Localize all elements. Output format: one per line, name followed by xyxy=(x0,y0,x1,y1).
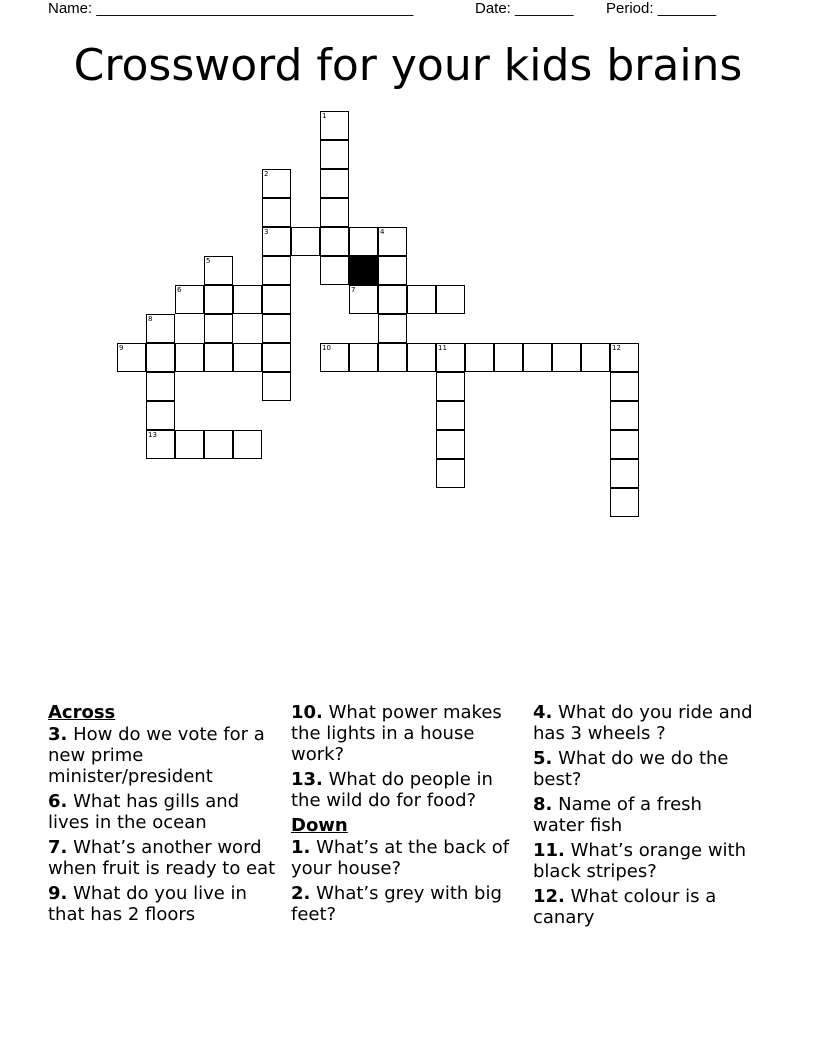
page-title: Crossword for your kids brains xyxy=(73,40,743,91)
clue-text: What’s another word when fruit is ready to eat xyxy=(48,837,276,879)
clue-text: What do you ride and has 3 wheels ? xyxy=(533,702,753,744)
clue-down-11 xyxy=(533,840,753,882)
clue-number: 5. xyxy=(533,748,553,769)
clue-number-label: 6 xyxy=(177,286,182,294)
clue-number: 10. xyxy=(291,702,323,723)
grid-cell[interactable] xyxy=(204,430,233,459)
clue-number-label: 7 xyxy=(351,286,356,294)
grid-cell[interactable] xyxy=(378,285,407,314)
grid-cell[interactable] xyxy=(204,314,233,343)
clue-text: What do we do the best? xyxy=(533,748,729,790)
grid-cell[interactable] xyxy=(233,430,262,459)
grid-cell[interactable] xyxy=(262,198,291,227)
grid-cell[interactable] xyxy=(610,488,639,517)
grid-cell[interactable] xyxy=(494,343,523,372)
clues-column-2 xyxy=(291,702,521,929)
clue-across-7 xyxy=(48,837,278,879)
clue-number-label: 11 xyxy=(438,344,447,352)
grid-cell[interactable] xyxy=(320,198,349,227)
grid-cell[interactable] xyxy=(320,343,349,372)
grid-cell[interactable] xyxy=(436,343,465,372)
grid-cell[interactable] xyxy=(320,169,349,198)
grid-cell[interactable] xyxy=(262,314,291,343)
clue-number-label: 5 xyxy=(206,257,211,265)
grid-cell[interactable] xyxy=(610,430,639,459)
grid-cell[interactable] xyxy=(233,343,262,372)
grid-cell[interactable] xyxy=(175,285,204,314)
grid-cell[interactable] xyxy=(378,227,407,256)
grid-cell[interactable] xyxy=(233,285,262,314)
clue-down-2 xyxy=(291,883,521,925)
clue-number-label: 3 xyxy=(264,228,269,236)
clue-down-12 xyxy=(533,886,753,928)
grid-cell[interactable] xyxy=(204,256,233,285)
clue-text: What power makes the lights in a house work? xyxy=(291,702,502,765)
clue-text: What’s at the back of your house? xyxy=(291,837,510,879)
grid-cell[interactable] xyxy=(465,343,494,372)
clue-number: 1. xyxy=(291,837,311,858)
clue-number-label: 12 xyxy=(612,344,621,352)
clue-text: What’s grey with big feet? xyxy=(291,883,502,925)
clue-number-label: 8 xyxy=(148,315,153,323)
grid-cell[interactable] xyxy=(552,343,581,372)
grid-cell[interactable] xyxy=(146,343,175,372)
grid-cell[interactable] xyxy=(204,285,233,314)
grid-cell[interactable] xyxy=(146,430,175,459)
grid-cell[interactable] xyxy=(378,343,407,372)
clue-across-6 xyxy=(48,791,278,833)
clue-text: What do people in the wild do for food? xyxy=(291,769,493,811)
grid-cell[interactable] xyxy=(407,285,436,314)
clue-text: What colour is a canary xyxy=(533,886,717,928)
clue-number: 7. xyxy=(48,837,68,858)
grid-cell[interactable] xyxy=(262,343,291,372)
clue-text: How do we vote for a new prime minister/president xyxy=(48,724,265,787)
grid-cell[interactable] xyxy=(610,401,639,430)
grid-cell[interactable] xyxy=(523,343,552,372)
grid-cell[interactable] xyxy=(117,343,146,372)
clue-number-label: 10 xyxy=(322,344,331,352)
clue-number: 9. xyxy=(48,883,68,904)
clue-across-9 xyxy=(48,883,278,925)
clue-number: 13. xyxy=(291,769,323,790)
grid-cell[interactable] xyxy=(262,169,291,198)
grid-cell[interactable] xyxy=(436,459,465,488)
grid-cell[interactable] xyxy=(378,314,407,343)
grid-cell[interactable] xyxy=(262,372,291,401)
grid-cell[interactable] xyxy=(146,314,175,343)
clue-down-8 xyxy=(533,794,753,836)
clue-number: 3. xyxy=(48,724,68,745)
clue-number: 8. xyxy=(533,794,553,815)
grid-cell[interactable] xyxy=(349,285,378,314)
grid-cell[interactable] xyxy=(320,227,349,256)
clue-number: 12. xyxy=(533,886,565,907)
grid-cell[interactable] xyxy=(146,372,175,401)
clue-number-label: 4 xyxy=(380,228,385,236)
grid-cell[interactable] xyxy=(262,285,291,314)
black-square xyxy=(349,256,378,285)
clue-across-3 xyxy=(48,724,278,787)
clue-across-10 xyxy=(291,702,521,765)
grid-cell[interactable] xyxy=(436,401,465,430)
grid-cell[interactable] xyxy=(436,372,465,401)
clue-down-5 xyxy=(533,748,753,790)
grid-cell[interactable] xyxy=(291,227,320,256)
grid-cell[interactable] xyxy=(320,140,349,169)
across-heading: Across xyxy=(48,702,116,723)
grid-cell[interactable] xyxy=(204,343,233,372)
clues-column-3 xyxy=(533,702,753,932)
clue-number-label: 2 xyxy=(264,170,269,178)
grid-cell[interactable] xyxy=(320,111,349,140)
clue-number-label: 13 xyxy=(148,431,157,439)
grid-cell[interactable] xyxy=(436,430,465,459)
grid-cell[interactable] xyxy=(581,343,610,372)
grid-cell[interactable] xyxy=(610,343,639,372)
grid-cell[interactable] xyxy=(378,256,407,285)
clue-down-4 xyxy=(533,702,753,744)
down-heading: Down xyxy=(291,815,348,836)
grid-cell[interactable] xyxy=(610,459,639,488)
grid-cell[interactable] xyxy=(175,343,204,372)
clue-number: 4. xyxy=(533,702,553,723)
clue-number-label: 1 xyxy=(322,112,327,120)
clue-text: What has gills and lives in the ocean xyxy=(48,791,240,833)
clue-number: 2. xyxy=(291,883,311,904)
clue-text: What’s orange with black stripes? xyxy=(533,840,747,882)
grid-cell[interactable] xyxy=(610,372,639,401)
grid-cell[interactable] xyxy=(349,227,378,256)
clue-number: 11. xyxy=(533,840,565,861)
grid-cell[interactable] xyxy=(146,401,175,430)
clue-text: What do you live in that has 2 floors xyxy=(48,883,247,925)
clue-text: Name of a fresh water fish xyxy=(533,794,702,836)
date-field[interactable]: Date: _______ xyxy=(475,0,574,17)
grid-cell[interactable] xyxy=(349,343,378,372)
period-field[interactable]: Period: _______ xyxy=(606,0,717,17)
clue-across-13 xyxy=(291,769,521,811)
grid-cell[interactable] xyxy=(262,227,291,256)
clue-number-label: 9 xyxy=(119,344,124,352)
grid-cell[interactable] xyxy=(407,343,436,372)
clue-down-1 xyxy=(291,837,521,879)
clue-number: 6. xyxy=(48,791,68,812)
grid-cell[interactable] xyxy=(320,256,349,285)
grid-cell[interactable] xyxy=(175,430,204,459)
name-field[interactable]: Name: ______________________________________ xyxy=(48,0,414,17)
grid-cell[interactable] xyxy=(262,256,291,285)
clues-column-1 xyxy=(48,702,278,929)
grid-cell[interactable] xyxy=(436,285,465,314)
